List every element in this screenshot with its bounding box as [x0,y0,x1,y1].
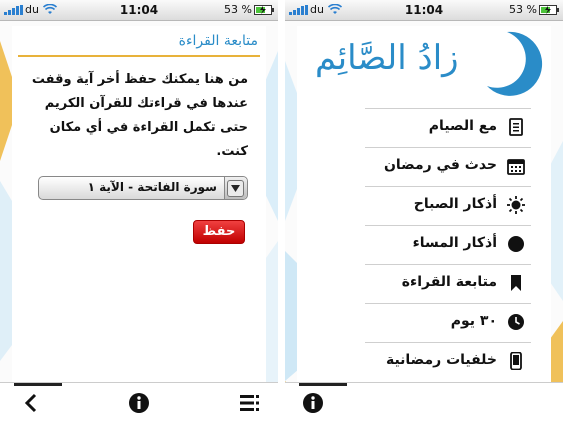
ayah-select[interactable] [38,176,248,200]
status-bar [0,0,278,21]
menu-item-label: متابعة القراءة [401,274,497,290]
back-icon[interactable] [20,391,44,415]
instructions-text: من هنا يمكنك حفظ أخر آية وقفت عندها في قراءتك للقرآن الكريم حتى تكمل القراءة في أي مكان كنت. [31,72,248,159]
clock-icon [507,313,525,331]
calendar-icon [507,157,525,175]
crescent-moon-icon [485,30,545,96]
main-menu-screen [285,0,563,421]
title-underline [18,55,260,57]
status-bar [285,0,563,21]
sun-icon [507,196,525,214]
menu-item-ramadan-events[interactable] [365,147,531,185]
menu-item-label: أذكار الصباح [413,196,497,212]
reading-tracker-screen [0,0,278,421]
chevron-down-icon [227,180,244,197]
save-button[interactable]: حفظ [193,220,245,244]
status-time: 11:04 [404,3,444,17]
carrier-label: du [25,3,39,16]
menu-item-label: مع الصيام [428,118,497,134]
battery-icon [539,5,559,15]
page-title: متابعة القراءة [178,33,258,49]
menu-item-evening-adhkar[interactable] [365,225,531,263]
app-logo: زادُ الصَّائِم [315,38,459,78]
bottom-toolbar [0,382,278,421]
menu-item-label: أذكار المساء [412,235,497,251]
info-icon[interactable] [301,391,325,415]
menu-item-label: خلفيات رمضانية [385,352,497,368]
menu-item-morning-adhkar[interactable] [365,186,531,224]
menu-item-reading-tracker[interactable] [365,264,531,302]
menu-item-label: ٣٠ يوم [450,313,497,329]
menu-item-30-days[interactable] [365,303,531,341]
battery-percent: 53 % [509,3,537,16]
document-icon [507,118,525,136]
battery-percent: 53 % [224,3,252,16]
status-time: 11:04 [119,3,159,17]
ayah-select-value: سورة الفاتحة - الآية ١ [87,180,217,194]
menu-item-ramadan-wallpapers[interactable] [365,342,531,380]
carrier-label: du [310,3,324,16]
menu-item-fasting[interactable] [365,108,531,146]
bottom-toolbar [285,382,563,421]
battery-icon [254,5,274,15]
info-icon[interactable] [127,391,151,415]
phone-icon [507,352,525,370]
menu-item-label: حدث في رمضان [383,157,497,173]
menu-list-icon[interactable] [238,391,262,415]
bookmark-icon [507,274,525,292]
moon-icon [507,235,525,253]
